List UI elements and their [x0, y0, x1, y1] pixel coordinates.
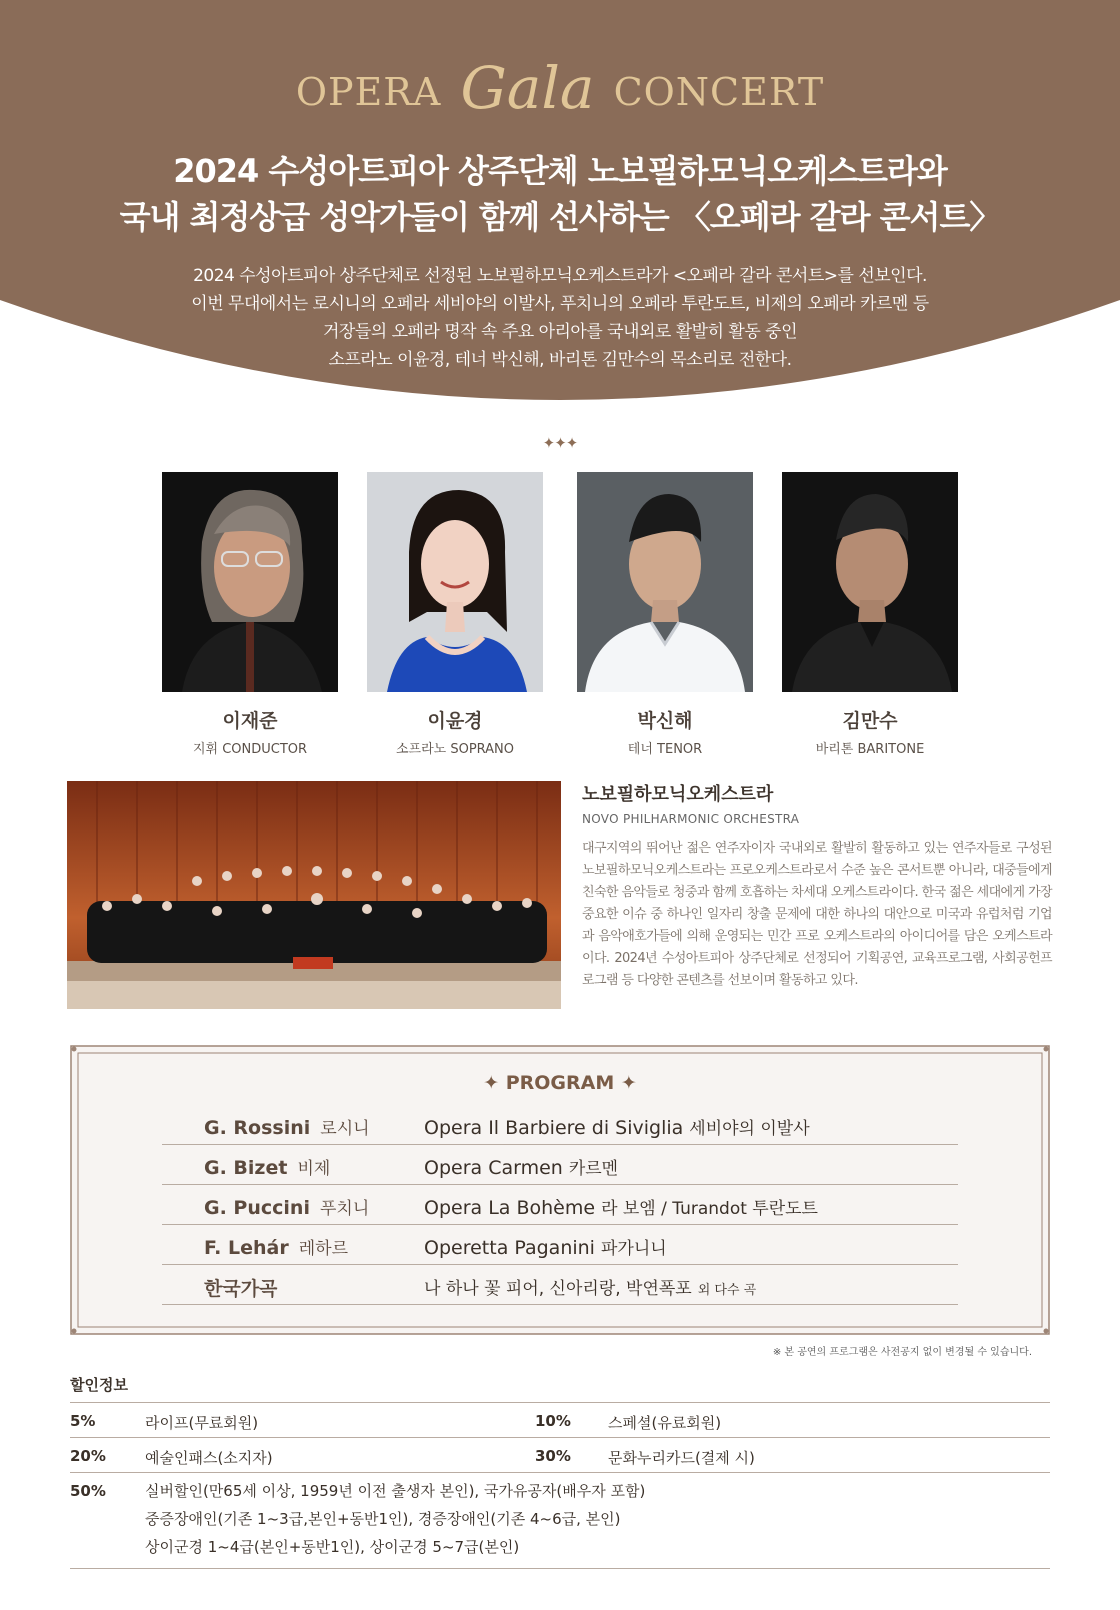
work	[424, 1234, 667, 1259]
composer-name-ko: 푸치니	[319, 1199, 370, 1219]
event-title	[0, 54, 1120, 126]
tenor-photo	[577, 472, 753, 692]
artist-card-soprano	[367, 472, 543, 757]
orchestra-info	[582, 780, 1052, 992]
intro-line: 이번 무대에서는 로시니의 오페라 세비야의 이발사, 푸치니의 오페라 투란도트, 비제의 오페라 카르멘 등	[191, 294, 929, 314]
intro-line: 2024 수성아트피아 상주단체로 선정된 노보필하모닉오케스트라가 <오페라 갈라 콘서트>를 선보인다.	[193, 266, 927, 286]
discount-percent: 10%	[535, 1412, 571, 1430]
artist-name: 이재준	[222, 710, 278, 732]
composer-name: G. Rossini	[204, 1117, 311, 1139]
work	[424, 1194, 818, 1219]
program-row	[162, 1185, 958, 1225]
discount-label: 스페셜(유료회원)	[608, 1414, 722, 1432]
work-title: Opera La Bohème	[424, 1197, 596, 1219]
artist-name: 이윤경	[427, 710, 483, 732]
hero-banner	[0, 0, 1120, 430]
discount-detail-line: 실버할인(만65세 이상, 1959년 이전 출생자 본인), 국가유공자(배우자 포함)	[145, 1482, 646, 1500]
composer-name: F. Lehár	[204, 1237, 289, 1259]
composer	[204, 1194, 369, 1219]
discount-detail-line: 상이군경 1~4급(본인+동반1인), 상이군경 5~7급(본인)	[145, 1538, 520, 1556]
composer-name-ko: 비제	[297, 1159, 331, 1179]
intro-line: 거장들의 오페라 명작 속 주요 아리아를 국내외로 활발히 활동 중인	[322, 322, 798, 342]
composer	[204, 1274, 277, 1301]
program-row	[162, 1225, 958, 1265]
discount-label: 문화누리카드(결제 시)	[608, 1449, 755, 1467]
composer-name-ko: 로시니	[320, 1119, 370, 1139]
discount-percent: 20%	[70, 1447, 106, 1465]
program-row	[162, 1145, 958, 1185]
intro-text	[0, 262, 1120, 374]
discount-detail-line: 중증장애인(기존 1~3급,본인+동반1인), 경증장애인(기존 4~6급, 본인)	[145, 1510, 621, 1528]
orchestra-name-en: NOVO PHILHARMONIC ORCHESTRA	[582, 812, 800, 826]
work-title: 나 하나 꽃 피어, 신아리랑, 박연폭포	[424, 1279, 692, 1299]
discount-divider	[70, 1402, 1050, 1403]
work-title-ko: 카르멘	[568, 1159, 619, 1179]
composer	[204, 1154, 330, 1179]
artist-name: 김만수	[842, 710, 898, 732]
program-row	[162, 1265, 958, 1305]
intro-line: 소프라노 이윤경, 테너 박신해, 바리톤 김만수의 목소리로 전한다.	[328, 350, 792, 370]
discount-percent: 30%	[535, 1447, 571, 1465]
discount-divider	[70, 1568, 1050, 1569]
sparkle-icon: ✦✦✦	[542, 434, 578, 452]
discount-percent: 5%	[70, 1412, 96, 1430]
artist-card-baritone	[782, 472, 958, 757]
headline	[0, 148, 1120, 240]
work-title: Opera Carmen	[424, 1157, 563, 1179]
composer-name: 한국가곡	[204, 1278, 278, 1300]
discount-label: 예술인패스(소지자)	[145, 1449, 273, 1467]
program-note: ※ 본 공연의 프로그램은 사전공지 없이 변경될 수 있습니다.	[772, 1347, 1032, 1358]
work-title: Opera Il Barbiere di Siviglia	[424, 1117, 684, 1139]
conductor-photo	[162, 472, 338, 692]
orchestra-photo	[67, 781, 561, 1009]
artist-card-tenor	[577, 472, 753, 757]
work	[424, 1274, 756, 1299]
discount-title: 할인정보	[70, 1376, 128, 1394]
orchestra-description: 대구지역의 뛰어난 젊은 연주자이자 국내외로 활발히 활동하고 있는 연주자들로 구성된 노보필하모닉오케스트라는 프로오케스트라로서 수준 높은 콘서트뿐 아니라, 대중들에게 친숙한 음악들로 청중과 함께 호흡하는 차세대 오케스트라이다. 한국 젊은 세대에게 가장 중요한 이슈 중 하나인 일자리 창출 문제에 대한 하나의 대안으로 미국과 유럽처럼 기업과 음악애호가들에 의해 운영되는 민간 프로 오케스트라의 아이디어를 담은 오케스트라이다. 2024년 수성아트피아 상주단체로 선정되어 기획공연, 교육프로그램, 사회공헌프로그램 등 다양한 콘텐츠를 선보이며 활동하고 있다.	[582, 841, 1052, 988]
discount-details	[145, 1477, 645, 1561]
orchestra-name: 노보필하모닉오케스트라	[582, 784, 774, 805]
title-gala: Gala	[460, 54, 595, 122]
discount-divider	[70, 1437, 1050, 1438]
title-concert: CONCERT	[613, 70, 825, 114]
artist-role: 소프라노 SOPRANO	[395, 742, 515, 757]
composer	[204, 1114, 370, 1139]
discount-percent: 50%	[70, 1482, 106, 1500]
work-extra: 외 다수 곡	[697, 1283, 757, 1298]
artist-card-conductor	[162, 472, 338, 757]
work	[424, 1114, 810, 1139]
headline-line: 국내 최정상급 성악가들이 함께 선사하는 〈오페라 갈라 콘서트〉	[119, 198, 1001, 236]
discount-divider	[70, 1472, 1050, 1473]
work-title-ko: 세비야의 이발사	[689, 1119, 810, 1139]
title-opera: OPERA	[295, 70, 442, 114]
composer-name: G. Puccini	[204, 1197, 310, 1219]
discount-label: 라이프(무료회원)	[145, 1414, 259, 1432]
work-title: Operetta Paganini	[424, 1237, 595, 1259]
work-title-ko: 파가니니	[600, 1239, 667, 1259]
composer-name-ko: 레하르	[298, 1239, 349, 1259]
soprano-photo	[367, 472, 543, 692]
artist-role: 테너 TENOR	[627, 742, 703, 757]
artist-role: 바리톤 BARITONE	[815, 742, 925, 757]
baritone-photo	[782, 472, 958, 692]
composer	[204, 1234, 348, 1259]
program-row	[162, 1105, 958, 1145]
work	[424, 1154, 618, 1179]
artist-role: 지휘 CONDUCTOR	[192, 742, 308, 757]
headline-line: 2024 수성아트피아 상주단체 노보필하모닉오케스트라와	[173, 152, 947, 190]
work-title-ko: 라 보엠 / Turandot 투란도트	[601, 1199, 818, 1219]
composer-name: G. Bizet	[204, 1157, 288, 1179]
program-title: ✦ PROGRAM ✦	[483, 1072, 637, 1094]
artist-name: 박신해	[637, 710, 693, 732]
